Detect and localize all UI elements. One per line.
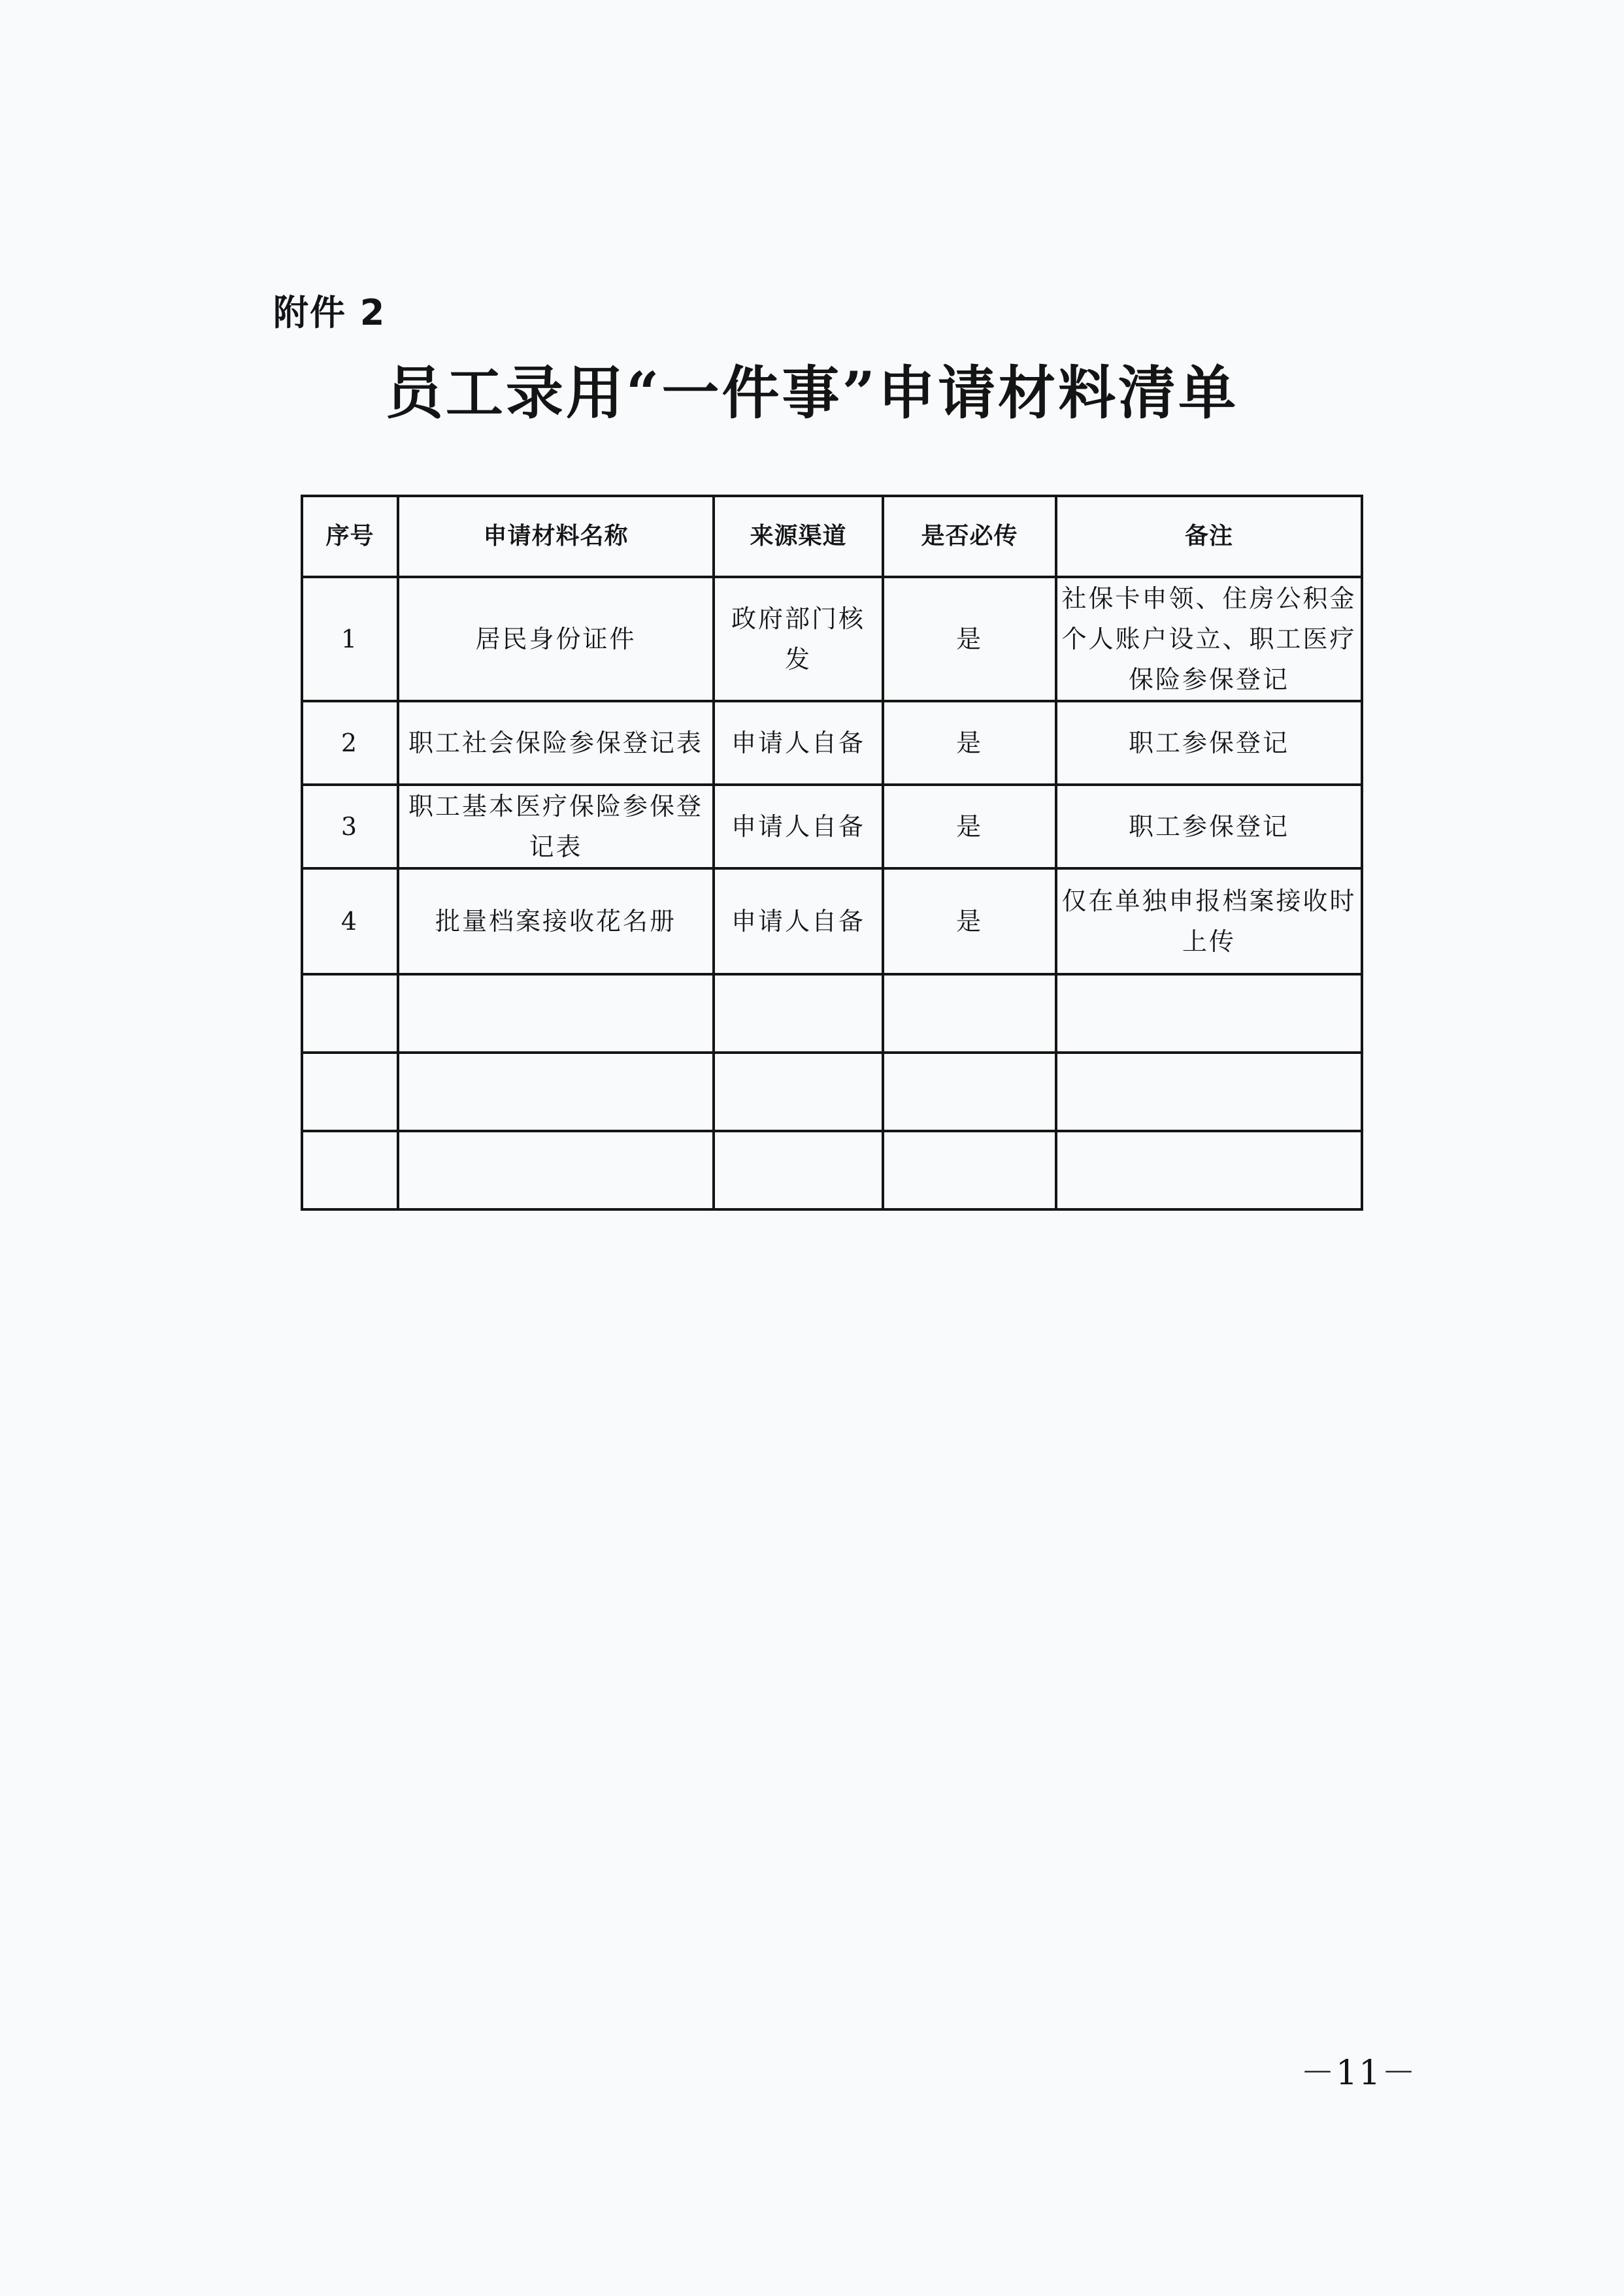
empty-cell xyxy=(398,974,714,1053)
empty-cell xyxy=(883,974,1056,1053)
header-source: 来源渠道 xyxy=(714,496,883,577)
empty-table-row xyxy=(302,1053,1362,1131)
cell-remark: 社保卡申领、住房公积金个人账户设立、职工医疗保险参保登记 xyxy=(1056,577,1362,701)
document-title: 员工录用“一件事”申请材料清单 xyxy=(385,359,1239,427)
empty-table-row xyxy=(302,974,1362,1053)
empty-cell xyxy=(302,974,398,1053)
table-row xyxy=(302,701,1362,785)
cell-source: 申请人自备 xyxy=(714,785,883,868)
materials-table xyxy=(301,495,1363,1211)
cell-required: 是 xyxy=(883,577,1056,701)
cell-remark: 职工参保登记 xyxy=(1056,701,1362,785)
table-row xyxy=(302,868,1362,974)
cell-seq: 2 xyxy=(302,701,398,785)
cell-source: 申请人自备 xyxy=(714,701,883,785)
cell-source: 政府部门核发 xyxy=(714,577,883,701)
table-row xyxy=(302,785,1362,868)
cell-material-name: 职工社会保险参保登记表 xyxy=(398,701,714,785)
header-material-name: 申请材料名称 xyxy=(398,496,714,577)
empty-cell xyxy=(883,1131,1056,1209)
cell-seq: 4 xyxy=(302,868,398,974)
cell-material-name: 职工基本医疗保险参保登记表 xyxy=(398,785,714,868)
empty-cell xyxy=(302,1053,398,1131)
header-required: 是否必传 xyxy=(883,496,1056,577)
empty-cell xyxy=(398,1053,714,1131)
cell-required: 是 xyxy=(883,785,1056,868)
cell-source: 申请人自备 xyxy=(714,868,883,974)
cell-remark: 职工参保登记 xyxy=(1056,785,1362,868)
empty-cell xyxy=(1056,974,1362,1053)
page-number: －11－ xyxy=(1301,2054,1417,2093)
empty-cell xyxy=(1056,1131,1362,1209)
table-header-row xyxy=(302,496,1362,577)
cell-seq: 1 xyxy=(302,577,398,701)
empty-cell xyxy=(714,974,883,1053)
cell-required: 是 xyxy=(883,701,1056,785)
cell-material-name: 批量档案接收花名册 xyxy=(398,868,714,974)
header-remark: 备注 xyxy=(1056,496,1362,577)
header-seq: 序号 xyxy=(302,496,398,577)
cell-material-name: 居民身份证件 xyxy=(398,577,714,701)
empty-table-row xyxy=(302,1131,1362,1209)
cell-remark: 仅在单独申报档案接收时上传 xyxy=(1056,868,1362,974)
cell-required: 是 xyxy=(883,868,1056,974)
empty-cell xyxy=(883,1053,1056,1131)
empty-cell xyxy=(1056,1053,1362,1131)
empty-cell xyxy=(714,1053,883,1131)
empty-cell xyxy=(714,1131,883,1209)
empty-cell xyxy=(302,1131,398,1209)
table-row xyxy=(302,577,1362,701)
empty-cell xyxy=(398,1131,714,1209)
cell-seq: 3 xyxy=(302,785,398,868)
attachment-label: 附件 2 xyxy=(273,292,386,333)
